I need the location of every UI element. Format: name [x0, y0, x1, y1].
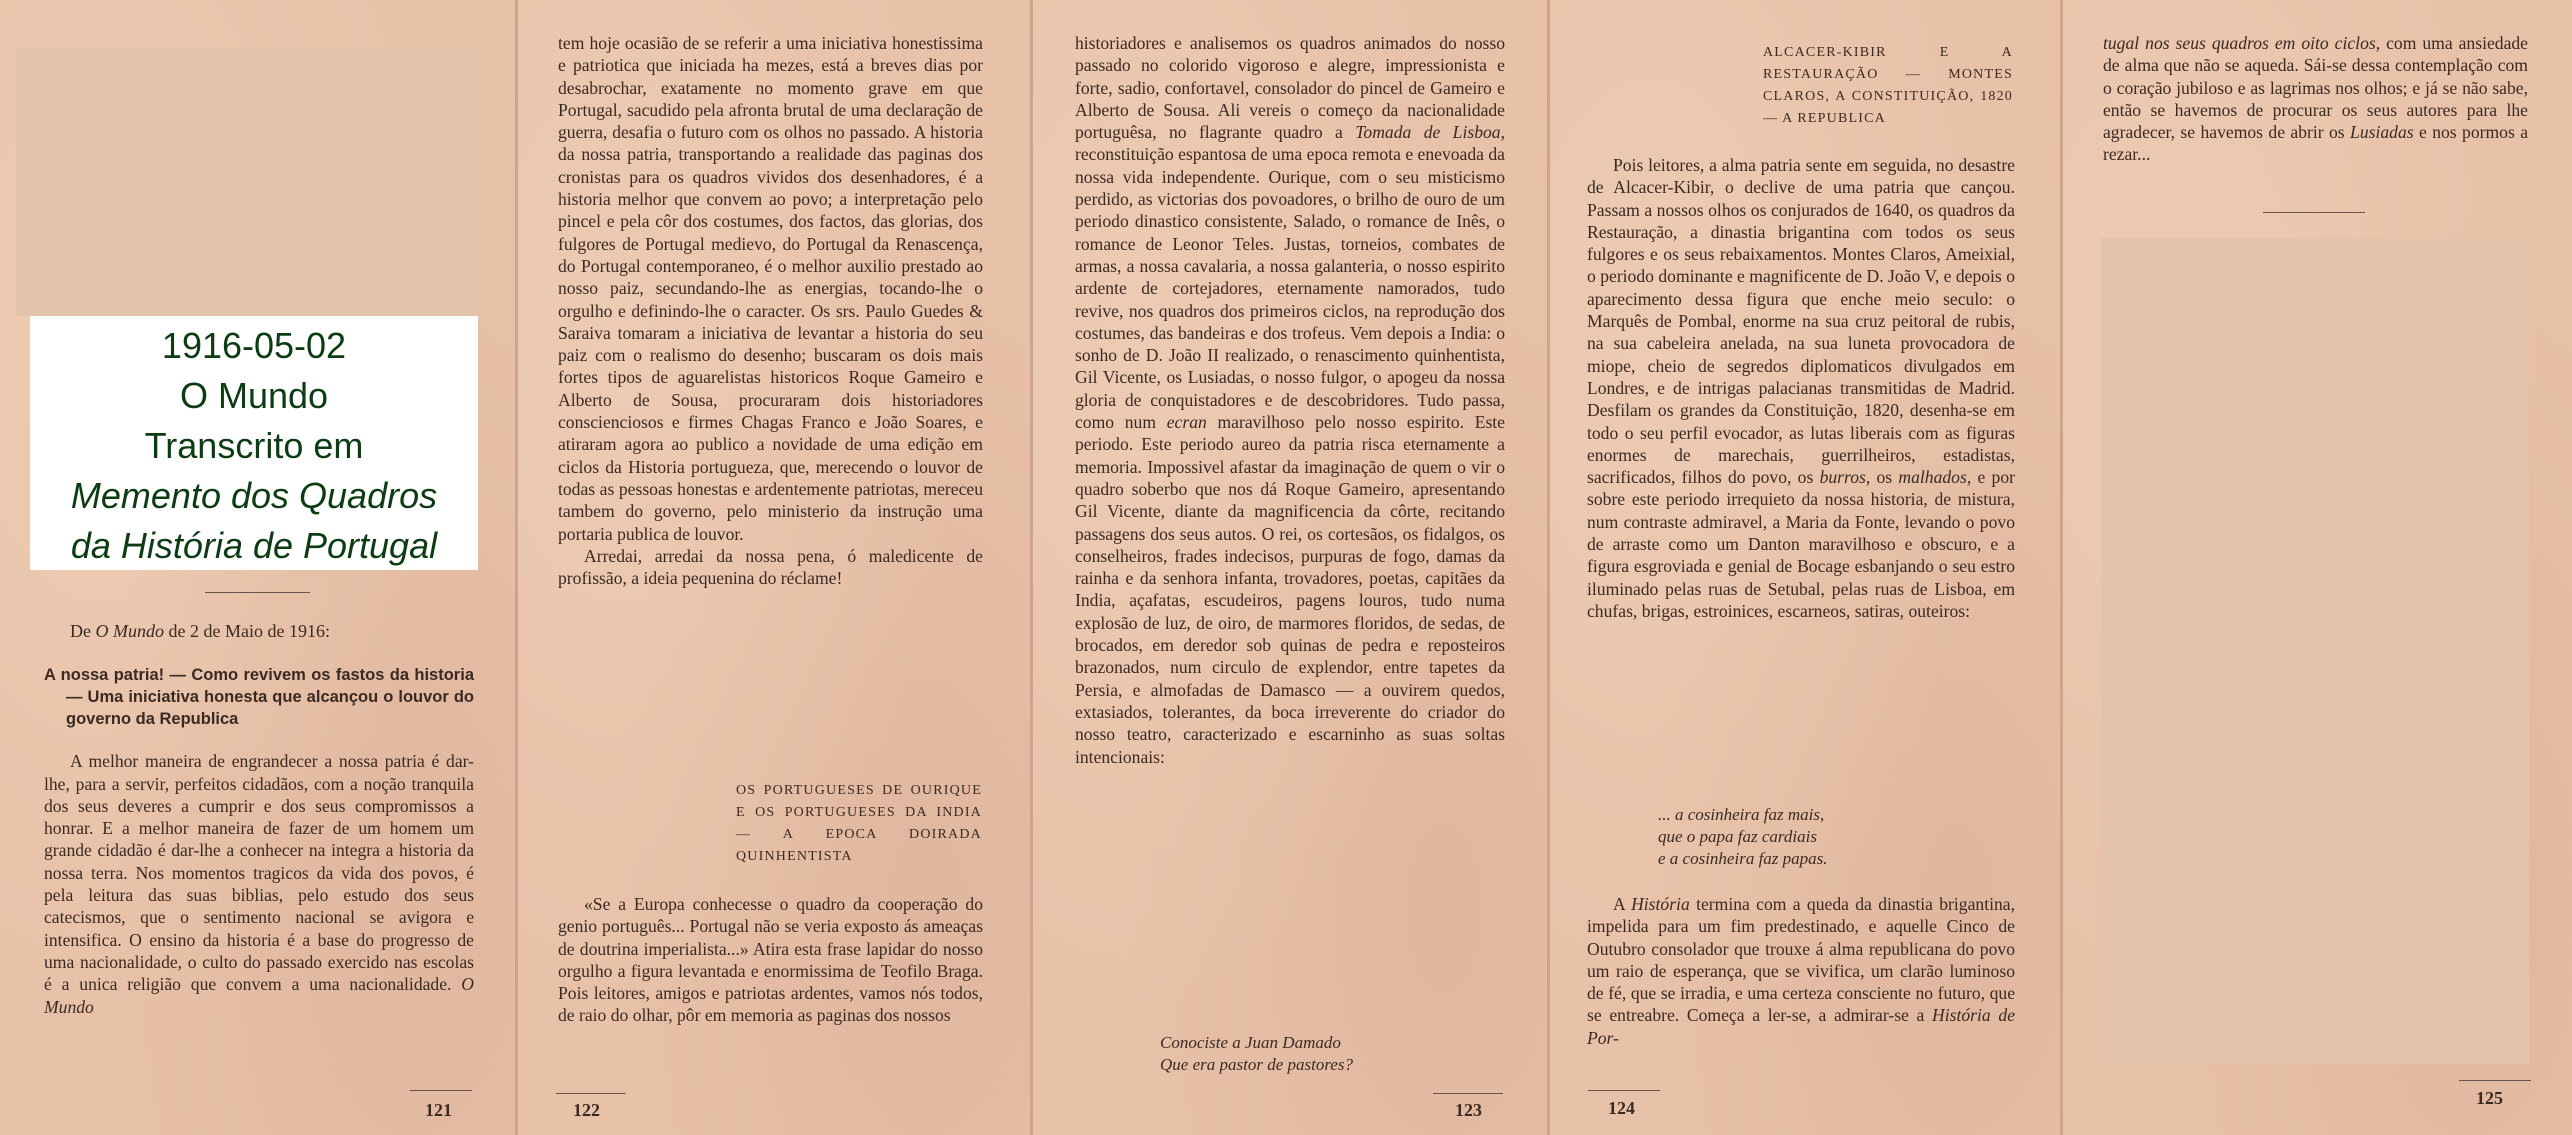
page-125-text: [2103, 32, 2528, 166]
paragraph: Arredai, arredai da nossa pena, ó maledicente de profissão, a ideia pequenina do réclame!: [558, 545, 983, 589]
source-line: De O Mundo de 2 de Maio de 1916:: [70, 621, 330, 641]
separator-rule: [2263, 212, 2365, 213]
verse-quote: [1658, 804, 1828, 870]
label-date: 1916-05-02: [161, 325, 347, 366]
blank-image-area: [16, 48, 478, 316]
separator-rule: [205, 592, 310, 593]
page-121: [0, 0, 515, 1135]
page-number: 124: [1608, 1098, 1635, 1118]
paragraph: tugal nos seus quadros em oito ciclos, com uma ansiedade de alma que não se aqueda. Sái-se dessa contemplação com o coração jubiloso e as lagrimas nos olhos; e já se não sabe, então se havemos de procurar os seus autores para lhe agradecer, se havemos de abrir os Lusiadas e nos pormos a rezar...: [2103, 33, 2528, 165]
paragraph: historiadores e analisemos os quadros animados do nosso passado no colorido vigoroso e alegre, impressionista e forte, sadio, confortavel, consolador do pincel de Gameiro e Alberto de Sousa. Ali vereis o começo da nacionalidade portuguêsa, no flagrante quadro a Tomada de Lisboa, reconstituição espantosa de uma epoca remota e enevoada da nossa vida independente. Ourique, com o seu misticismo perdido, as victorias dos povoadores, o brilho de ouro de um periodo dinastico consistente, Salado, o romance de Inês, o romance de Leonor Teles. Justas, torneios, combates de armas, a nossa cavalaria, a nossa galanteria, o nosso espirito ardente de cortejadores, eternamente namorados, tudo revive, nos quadros dos primeiros ciclos, na reprodução dos costumes, das bandeiras e dos trofeus. Vem depois a India: o sonho de D. João II realizado, o renascimento quinhentista, Gil Vicente, os Lusiadas, o nosso fulgor, o apogeu da nossa gloria de conquistadores e de descobridores. Tudo passa, como num ecran maravilhoso pelo nosso espirito. Este periodo. Este periodo aureo da patria risca eternamente a memoria. Impossivel afastar da imaginação de quem o vir o quadro soberbo que nos dá Roque Gameiro, apresentando Gil Vicente, diante da magnificencia da côrte, recitando passagens dos seus autos. O rei, os cortesãos, os fidalgos, os conselheiros, frades indecisos, purpuras de fogo, damas da rainha e da senhora infanta, trovadores, poetas, capitães da India, açafatas, escudeiros, pagens louros, tudo numa explosão de luz, de oiro, de marmores floridos, de sedas, de brocados, em deredor sob quinas de pedra e reposteiros brazonados, num circulo de explendor, entre tapetes da Persia, e almofadas de Damasco — a ouvirem quedos, extasiados, tolerantes, da boca irreverente do criador do nosso teatro, caracterizado e escarninho as suas soltas intencionais:: [1075, 33, 1505, 767]
page-124: [1547, 0, 2060, 1135]
paragraph: Pois leitores, a alma patria sente em seguida, no desastre de Alcacer-Kibir, o declive de uma patria que cançou. Passam a nossos olhos os conjurados de 1640, os quadros da Restauração, a dinastia brigantina com todos os seus fulgores e os seus rebaixamentos. Montes Claros, Ameixial, o periodo dominante e magnificente de D. João V, e depois o aparecimento dessa figura que enche meio seculo: o Marquês de Pombal, enorme na sua cruz peitoral de rubis, na sua cabeleira anelada, na sua luneta provocadora de miope, cheio de segredos diplomaticos divulgados em Londres, e de intrigas palacianas transmitidas de Madrid. Desfilam os grandes da Constituição, 1820, desenha-se em todo o seu perfil evocador, as lutas liberais com as figuras enormes de marechais, guerrilheiros, estadistas, sacrificados, filhos do povo, os burros, os malhados, e por sobre este periodo irrequieto da nossa historia, de mistura, num contraste admiravel, a Maria da Fonte, levando o povo de arraste como um Danton maravilhoso e obscuro, e a figura esgroviada e genial de Bocage esbanjando o seu estro iluminado pelas ruas de Setubal, pelas ruas de Lisboa, em chufas, brigas, estroinices, escarneos, satiras, outeiros:: [1587, 155, 2015, 621]
paragraph: A melhor maneira de engrandecer a nossa patria é dar-lhe, para a servir, perfeitos cidadãos, com a noção tranquila dos seus deveres a cumprir e dos seus compromissos a honrar. E a melhor maneira de fazer de um homem um grande cidadão é dar-lhe a conhecer na integra a historia da nossa terra. Nos momentos tragicos da vida dos povos, é pela leitura das suas biblias, pelo estudo dos seus catecismos, que o sentimento nacional se avigora e intensifica. O ensino da historia é a base do progresso de uma nacionalidade, o culto do passado exercido nas escolas é a unica religião que convem a uma nacionalidade. O Mundo: [44, 751, 474, 1017]
page-123: [1030, 0, 1547, 1135]
page-124-text: [1587, 154, 2015, 622]
verse-line: e a cosinheira faz papas.: [1658, 849, 1828, 868]
footer-rule: [2459, 1080, 2531, 1081]
footer-rule: [556, 1093, 626, 1094]
verse-line: Que era pastor de pastores?: [1160, 1055, 1353, 1074]
footer-rule: [1588, 1090, 1660, 1091]
annotation-label: [30, 316, 478, 570]
verse-line: Conociste a Juan Damado: [1160, 1033, 1341, 1052]
section-title: ALCACER-KIBIR E A RESTAURAÇÃO — MONTES CLAROS, A CONSTITUIÇÃO, 1820 — A REPUBLICA: [1763, 45, 2013, 126]
page-number: 122: [573, 1100, 600, 1120]
page-number: 121: [425, 1100, 452, 1120]
page-124-text-2: [1587, 893, 2015, 1049]
verse-quote: [1160, 1032, 1353, 1076]
page-125: [2060, 0, 2572, 1135]
paragraph: «Se a Europa conhecesse o quadro da cooperação do genio português... Portugal não se veria exposto ás ameaças de doutrina imperialista...» Atira esta frase lapidar do nosso orgulho a figura levantada e enormissima de Teofilo Braga. Pois leitores, amigos e patriotas ardentes, vamos nós todos, de raio do olhar, pôr em memoria as paginas dos nossos: [558, 894, 983, 1026]
page-123-text: [1075, 32, 1505, 768]
page-121-text: [44, 620, 474, 1018]
paragraph: A História termina com a queda da dinastia brigantina, impelida para um fim predestinado, e aquelle Cinco de Outubro consolador que trouxe á alma republicana do povo um raio de esperança, que se vivifica, um clarão luminoso de fé, que se irradia, e uma certeza consciente no futuro, que se entreabre. Começa a ler-se, a admirar-se a História de Por-: [1587, 894, 2015, 1048]
article-heading: A nossa patria! — Como revivem os fastos da historia — Uma iniciativa honesta que alcançou o louvor do governo da Republica: [44, 666, 474, 729]
paragraph: tem hoje ocasião de se referir a uma iniciativa honestissima e patriotica que iniciada ha mezes, está a breves dias por desabrochar, exatamente no momento grave em que Portugal, sacudido pela afronta brutal de uma declaração de guerra, desafia o futuro com os olhos no passado. A historia da nossa patria, transportando a realidade das paginas dos cronistas para os quadros vividos dos desenhadores, é a historia melhor que convem ao povo; a interpretação pelo pincel e pela côr dos costumes, dos factos, das glorias, dos fulgores de Portugal medievo, do Portugal da Renascença, do Portugal contemporaneo, é o melhor auxilio prestado ao nosso paiz, secundando-lhe as energias, tocando-lhe o orgulho e definindo-lhe o caracter. Os srs. Paulo Guedes & Saraiva tomaram a iniciativa de levantar a historia do seu paiz com o realismo do desenho; buscaram os dois mais fortes tipos de aguarelistas historicos Roque Gameiro e Alberto de Sousa, procuraram dois historiadores conscienciosos e firmes Chagas Franco e João Soares, e atiraram agora ao publico a novidade de uma edição em ciclos da Historia portugueza, que, merecendo o louvor de todas as pessoas honestas e ardentemente patriotas, mereceu tambem do governo, pelo ministerio da instrução uma portaria publica de louvor.: [558, 33, 983, 544]
page-122: [515, 0, 1030, 1135]
verse-line: que o papa faz cardiais: [1658, 827, 1817, 846]
page-122-text: [558, 32, 983, 589]
blank-image-area: [2101, 238, 2529, 1064]
page-number: 123: [1455, 1100, 1482, 1120]
verse-line: ... a cosinheira faz mais,: [1658, 805, 1825, 824]
label-book-title-2: da História de Portugal: [70, 525, 438, 566]
page-122-text-2: [558, 893, 983, 1027]
label-book-title-1: Memento dos Quadros: [70, 475, 438, 516]
footer-rule: [410, 1090, 472, 1091]
footer-rule: [1433, 1093, 1503, 1094]
page-number: 125: [2476, 1088, 2503, 1108]
section-title: OS PORTUGUESES DE OURIQUE E OS PORTUGUESES DA INDIA — A EPOCA DOIRADA QUINHENTISTA: [736, 783, 982, 864]
label-newspaper: O Mundo: [179, 375, 329, 416]
label-transcribed: Transcrito em: [144, 425, 364, 466]
